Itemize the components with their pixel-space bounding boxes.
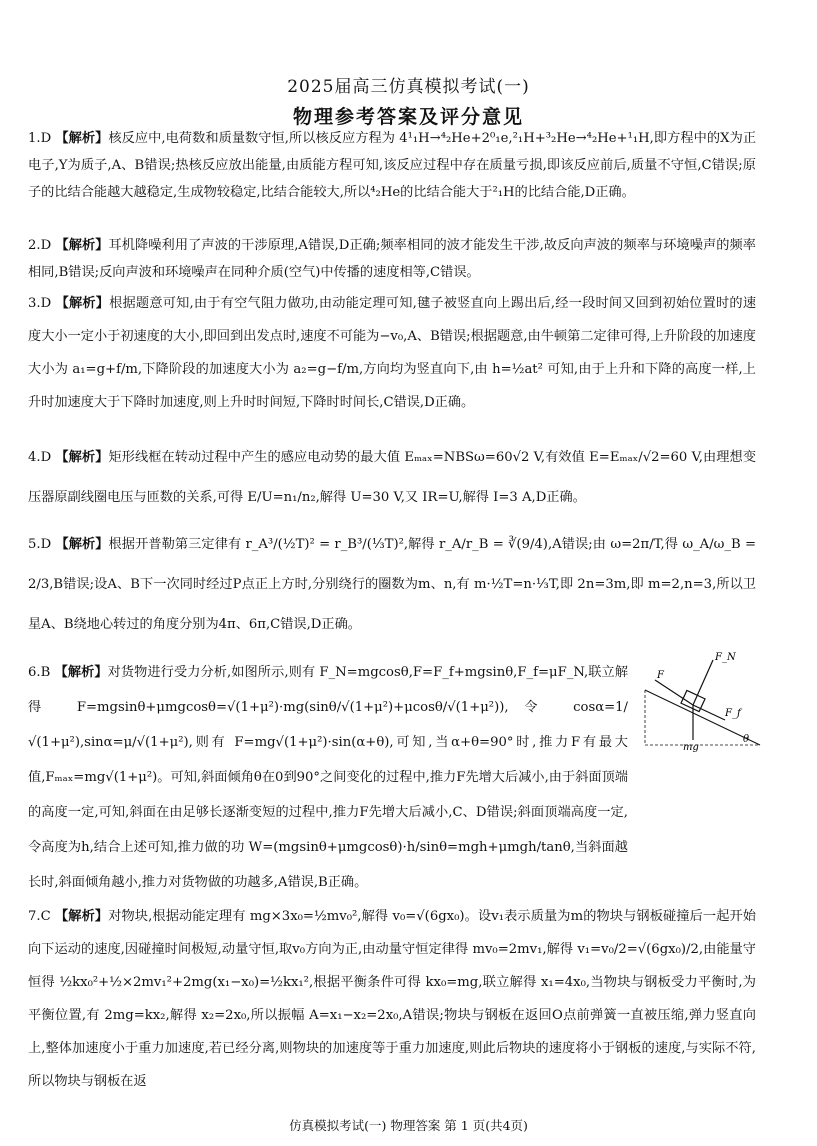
analysis-tag: 【解析】 — [55, 238, 109, 253]
answer-7 — [28, 900, 756, 1098]
answer-number: 6.B — [28, 665, 51, 680]
answer-text: 对物块,根据动能定理有 mg×3x₀=½mv₀²,解得 v₀=√(6gx₀)。设v₁表示质量为m的物块与钢板碰撞后一起开始向下运动的速度,因碰撞时间极短,动量守恒,取v₀方向为正,由动量守恒定律得 mv₀=2mv₁,解得 v₁=v₀/2=√(6gx₀)/2,由能量守恒得 ½kx₀²+½×2mv₁²+2mg(x₁−x₀)=½kx₁²,根据平衡条件可得 kx₀=mg,联立解得 x₁=4x₀,当物块与钢板受力平衡时,为平衡位置,有 2mg=kx₂,解得 x₂=2x₀,所以振幅 A=x₁−x₂=2x₀,A错误;物块与钢板在返回O点前弹簧一直被压缩,弹力竖直向上,整体加速度小于重力加速度,若已经分离,则物块的加速度等于重力加速度,则此后物块的速度将小于钢板的速度,与实际不符,所以物块与钢板在返 — [28, 909, 756, 1089]
answer-text: 对货物进行受力分析,如图所示,则有 F_N=mgcosθ,F=F_f+mgsinθ,F_f=μF_N,联立解得 F=mgsinθ+μmgcosθ=√(1+μ²)·mg(sinθ/√(1+μ²)+μcosθ/√(1+μ²)),令 cosα=1/√(1+μ²),sinα=μ/√(1+μ²),则有 F=mg√(1+μ²)·sin(α+θ),可知,当α+θ=90°时,推力F有最大值,Fₘₐₓ=mg√(1+μ²)。可知,斜面倾角θ在0到90°之间变化的过程中,推力F先增大后减小,由于斜面顶端的高度一定,可知,斜面在由足够长逐渐变短的过程中,推力F先增大后减小,C、D错误;斜面顶端高度一定,令高度为h,结合上述可知,推力做的功 W=(mgsinθ+μmgcosθ)·h/sinθ=mgh+μmgh/tanθ,当斜面越长时,斜面倾角越小,推力对货物做的功越多,A错误,B正确。 — [28, 665, 628, 890]
answer-text: 核反应中,电荷数和质量数守恒,所以核反应方程为 4¹₁H→⁴₂He+2⁰₁e,²₁H+³₂He→⁴₂He+¹₁H,即方程中的X为正电子,Y为质子,A、B错误;热核反应放出能量,由质能方程可知,该反应过程中存在质量亏损,即该反应前后,质量不守恒,C错误;原子的比结合能越大越稳定,生成物较稳定,比结合能较大,所以⁴₂He的比结合能大于²₁H的比结合能,D正确。 — [28, 131, 757, 200]
answer-number: 4.D — [28, 450, 52, 465]
analysis-tag: 【解析】 — [54, 665, 108, 680]
friction-arrow — [693, 705, 725, 720]
answer-1 — [28, 125, 756, 206]
ff-label: F_f — [725, 708, 741, 719]
analysis-tag: 【解析】 — [55, 131, 109, 146]
answer-5 — [28, 525, 756, 645]
force-diagram — [635, 650, 765, 760]
answer-2 — [28, 232, 756, 286]
answer-number: 7.C — [28, 909, 51, 924]
fn-label: F_N — [715, 652, 736, 663]
analysis-tag: 【解析】 — [55, 296, 110, 311]
mg-label: mg — [683, 742, 699, 753]
exam-title: 2025届高三仿真模拟考试(一) — [287, 77, 530, 97]
push-force-arrow — [655, 680, 693, 705]
f-label: F — [657, 670, 664, 681]
answer-number: 1.D — [28, 131, 52, 146]
answer-4 — [28, 438, 756, 518]
answer-6 — [28, 655, 628, 900]
answer-text: 耳机降噪利用了声波的干涉原理,A错误,D正确;频率相同的波才能发生干涉,故反向声波的频率与环境噪声的频率相同,B错误;反向声波和环境噪声在同种介质(空气)中传播的速度相等,C错误。 — [28, 238, 756, 280]
theta-label: θ — [743, 734, 750, 745]
page-footer: 仿真模拟考试(一) 物理答案 第 1 页(共4页) — [289, 1118, 528, 1133]
analysis-tag: 【解析】 — [55, 537, 109, 552]
analysis-tag: 【解析】 — [55, 450, 109, 465]
answer-number: 5.D — [28, 537, 52, 552]
answer-number: 2.D — [28, 238, 52, 253]
answer-text: 根据题意可知,由于有空气阻力做功,由动能定理可知,毽子被竖直向上踢出后,经一段时间又回到初始位置时的速度大小一定小于初速度的大小,即回到出发点时,速度不可能为−v₀,A、B错误;根据题意,由牛顿第二定律可得,上升阶段的加速度大小为 a₁=g+f/m,下降阶段的加速度大小为 a₂=g−f/m,方向均为竖直向下,由 h=½at² 可知,由于上升和下降的高度一样,上升时加速度大于下降时加速度,则上升时时间短,下降时时间长,C错误,D正确。 — [28, 296, 757, 410]
answer-text: 根据开普勒第三定律有 r_A³/(½T)² = r_B³/(⅓T)²,解得 r_A/r_B = ∛(9/4),A错误;由 ω=2π/T,得 ω_A/ω_B = 2/3,B错误;设A、B下一次同时经过P点正上方时,分别绕行的圈数为m、n,有 m·½T=n·⅓T,即 2n=3m,即 m=2,n=3,所以卫星A、B绕地心转过的角度分别为4π、6π,C错误,D正确。 — [28, 537, 757, 632]
analysis-tag: 【解析】 — [55, 909, 109, 924]
answer-3 — [28, 287, 756, 419]
answer-text: 矩形线框在转动过程中产生的感应电动势的最大值 Eₘₐₓ=NBSω=60√2 V,有效值 E=Eₘₐₓ/√2=60 V,由理想变压器原副线圈电压与匝数的关系,可得 E/U=n₁/n₂,解得 U=30 V,又 IR=U,解得 I=3 A,D正确。 — [28, 450, 757, 505]
answer-number: 3.D — [28, 296, 52, 311]
doc-title: 物理参考答案及评分意见 — [292, 106, 524, 128]
